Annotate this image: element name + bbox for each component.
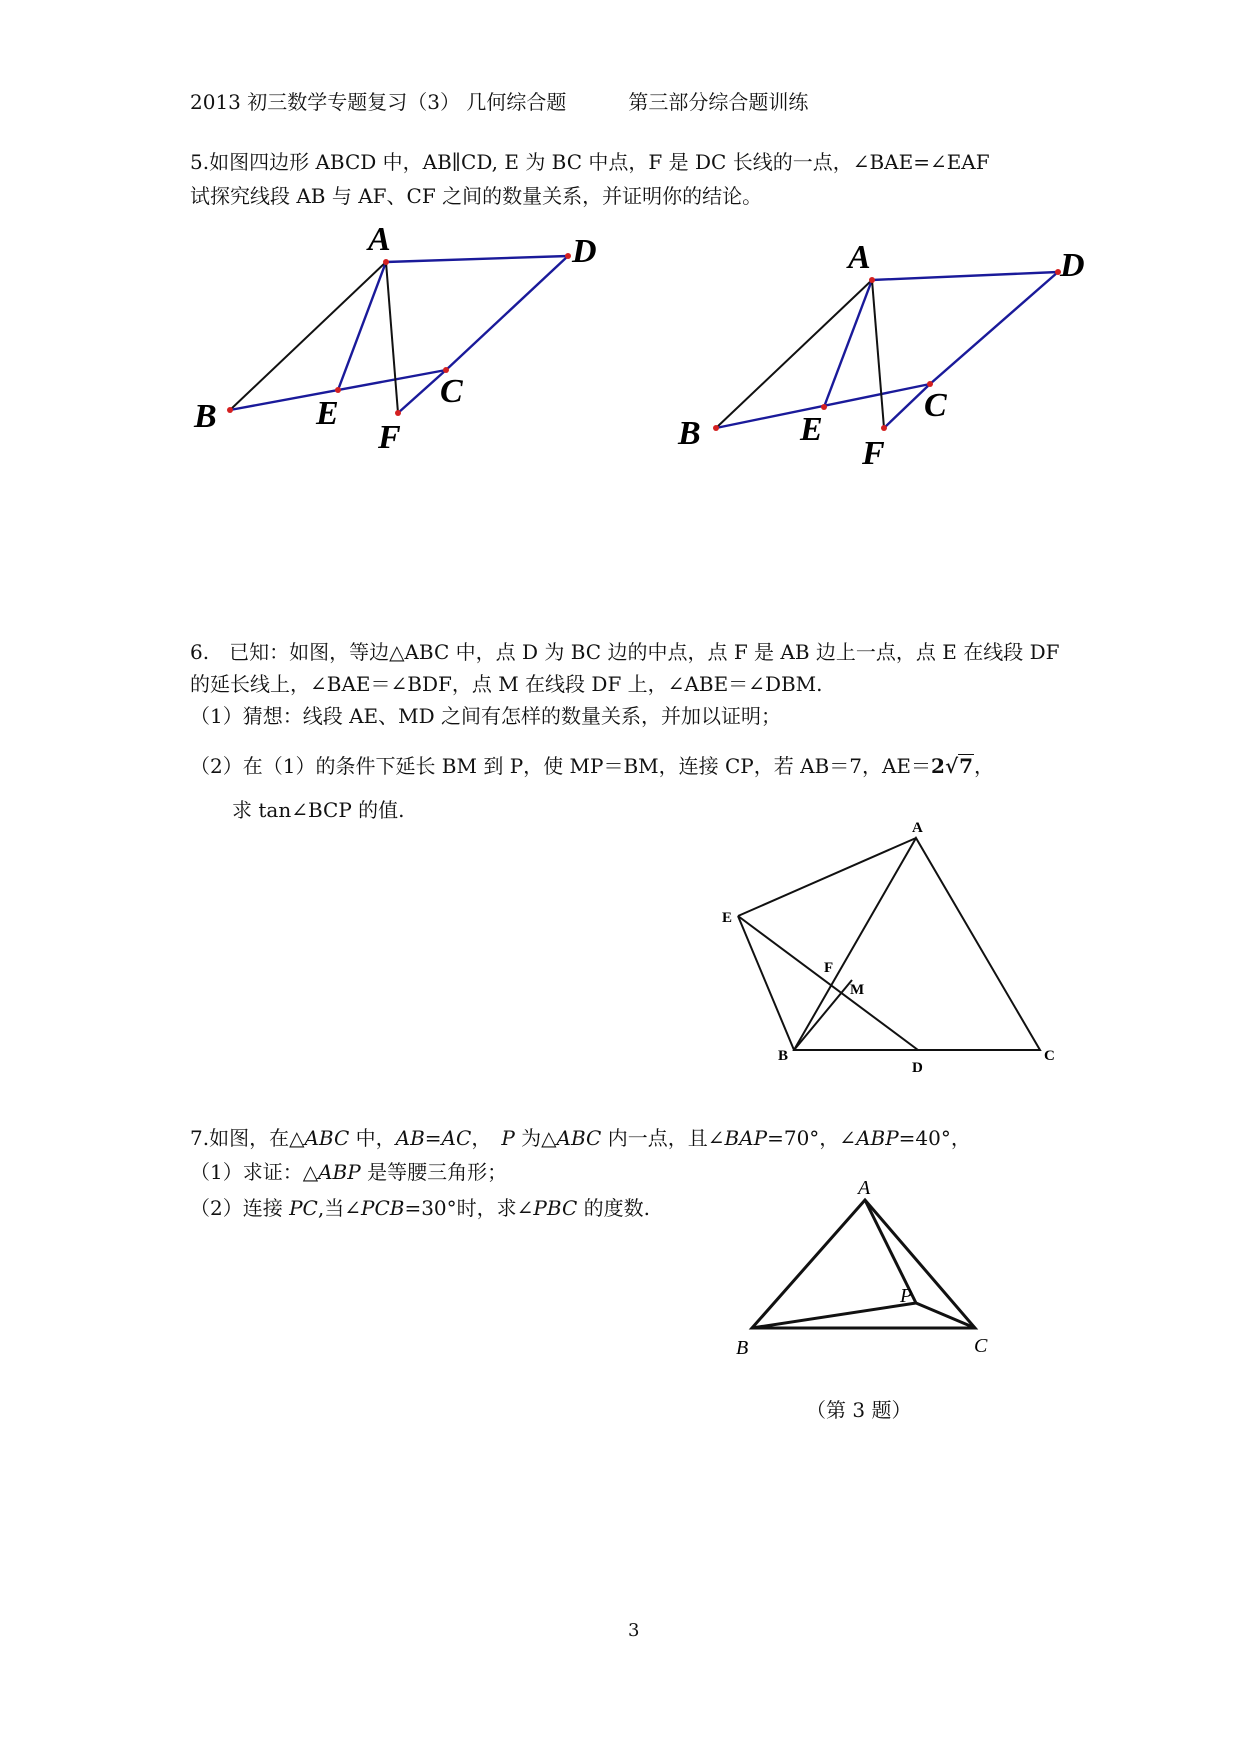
q7-label-p: P <box>900 1285 913 1307</box>
q7-label-b: B <box>736 1337 749 1359</box>
q5-left-label-a: A <box>368 221 391 258</box>
header-left: 2013 初三数学专题复习（3） 几何综合题 <box>190 90 567 114</box>
q7-line1-g: 为△ <box>514 1126 557 1150</box>
q7-part2-b: PC <box>289 1196 318 1220</box>
q5-figure-right <box>670 232 1100 472</box>
header-right: 第三部分综合题训练 <box>628 90 809 114</box>
q5-right-label-a: A <box>848 239 871 276</box>
q7-label-c: C <box>974 1335 988 1357</box>
q7-part1-b: ABP <box>318 1160 361 1184</box>
q5-line1: 5.如图四边形 ABCD 中，AB∥CD, E 为 BC 中点，F 是 DC 长线的一点，∠BAE=∠EAF <box>190 150 990 174</box>
q7-part2 <box>190 1194 650 1222</box>
q6-label-d: D <box>912 1060 923 1076</box>
q5-left-label-b: B <box>194 398 217 435</box>
q7-line1-d: AB=AC <box>395 1126 472 1150</box>
q7-line1-f: P <box>501 1126 515 1150</box>
q6-part2-radicand: 7 <box>959 754 974 778</box>
q5-right-label-d: D <box>1060 247 1085 284</box>
q7-part2-d: PCB <box>360 1196 405 1220</box>
page-header <box>190 88 808 116</box>
q5-line2: 试探究线段 AB 与 AF、CF 之间的数量关系，并证明你的结论。 <box>190 184 763 208</box>
q7-part2-f: PBC <box>533 1196 578 1220</box>
q5-left-label-e: E <box>316 395 339 432</box>
q6-part1: （1）猜想：线段 AE、MD 之间有怎样的数量关系，并加以证明； <box>190 704 781 728</box>
q7-part1-c: 是等腰三角形； <box>360 1160 508 1184</box>
q6-line2: 的延长线上，∠BAE＝∠BDF，点 M 在线段 DF 上，∠ABE＝∠DBM. <box>190 672 823 696</box>
q5-left-label-d: D <box>572 233 597 270</box>
q7-part2-a: （2）连接 <box>190 1196 290 1220</box>
q6-label-e: E <box>722 910 733 926</box>
q7-line1-c: 中， <box>349 1126 396 1150</box>
q6-part2-coef: 2 <box>931 754 945 778</box>
q5-left-label-c: C <box>440 373 463 410</box>
q7-figure-caption: （第 3 题） <box>806 1398 912 1422</box>
q7-part2-e: =30°时，求∠ <box>404 1196 534 1220</box>
q7-line1 <box>190 1124 971 1152</box>
q6-line1: 6. 已知：如图，等边△ABC 中，点 D 为 BC 边的中点，点 F 是 AB 边上一点，点 E 在线段 DF <box>190 640 1060 664</box>
q6-part2-radical <box>958 754 974 777</box>
q7-part1-a: （1）求证：△ <box>190 1160 319 1184</box>
q6-part3: 求 tan∠BCP 的值. <box>232 798 405 822</box>
q7-line1-j: BAP <box>724 1126 768 1150</box>
q7-line1-a: 7.如图，在△ <box>190 1126 305 1150</box>
q7-line1-l: ABP <box>856 1126 899 1150</box>
q5-right-label-b: B <box>678 415 701 452</box>
q6-label-f: F <box>824 960 834 976</box>
q7-line1-h: ABC <box>556 1126 602 1150</box>
q6-label-a: A <box>912 820 923 836</box>
q5-right-label-e: E <box>800 411 823 448</box>
q7-part2-g: 的度数. <box>577 1196 650 1220</box>
q7-figure <box>730 1174 1010 1364</box>
q7-line1-b: ABC <box>304 1126 350 1150</box>
q5-left-label-f: F <box>378 419 401 456</box>
q6-label-m: M <box>850 982 865 998</box>
q7-part2-c: ,当∠ <box>317 1196 361 1220</box>
q6-part2-prefix: （2）在（1）的条件下延长 BM 到 P，使 MP＝BM，连接 CP，若 AB＝7，AE＝ <box>190 754 932 778</box>
page-number: 3 <box>628 1620 640 1641</box>
q7-label-a: A <box>858 1177 871 1199</box>
q7-line1-i: 内一点，且∠ <box>601 1126 725 1150</box>
q6-part2-suffix: ， <box>974 754 995 778</box>
q6-figure <box>710 820 1070 1080</box>
q5-right-label-f: F <box>862 435 885 472</box>
q6-label-c: C <box>1044 1048 1055 1064</box>
q7-part1 <box>190 1158 507 1186</box>
q5-right-label-c: C <box>924 387 947 424</box>
q5-figure-left <box>190 220 610 460</box>
q6-part2: （2）在（1）的条件下延长 BM 到 P，使 MP＝BM，连接 CP，若 AB＝7，AE＝2√7， <box>190 754 995 778</box>
q6-label-b: B <box>778 1048 789 1064</box>
q7-line1-k: =70°，∠ <box>767 1126 857 1150</box>
q7-line1-e: ， <box>471 1126 502 1150</box>
q7-line1-m: =40°， <box>898 1126 971 1150</box>
